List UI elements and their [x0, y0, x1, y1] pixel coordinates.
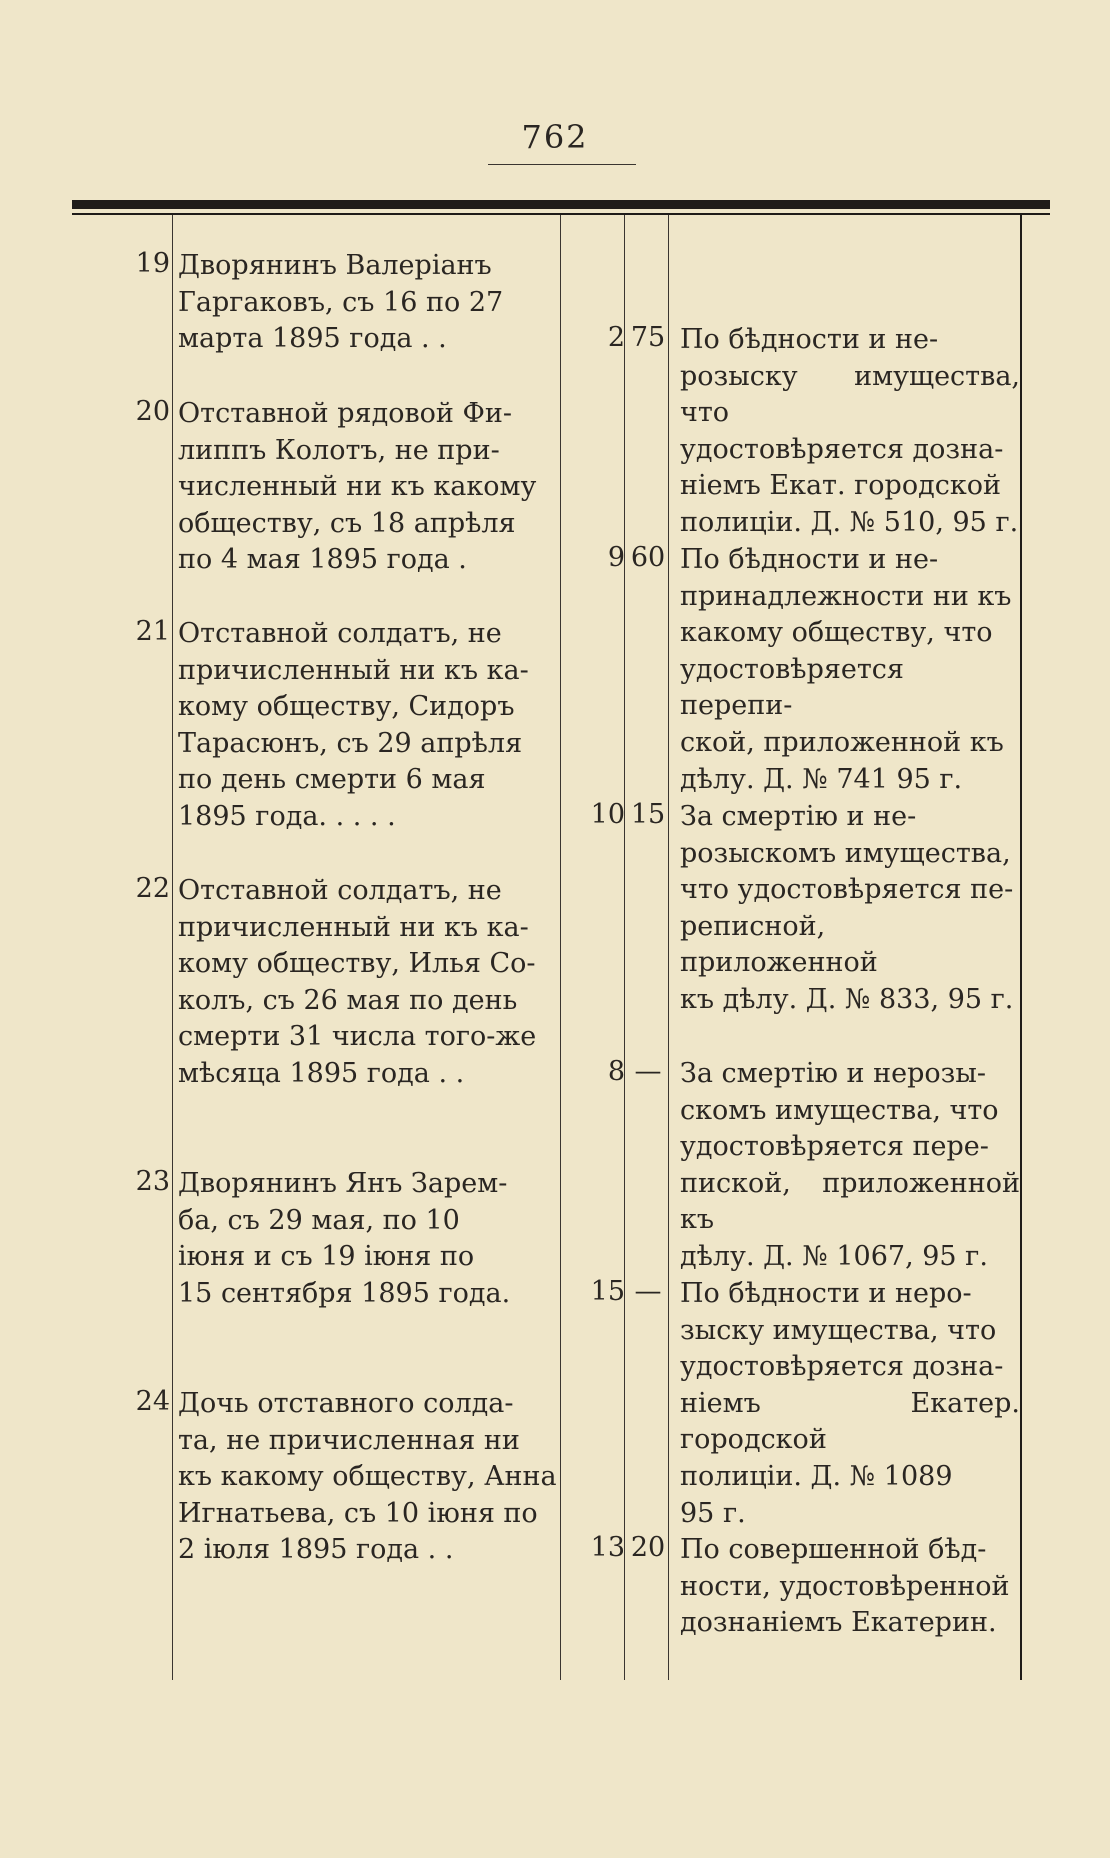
column-divider-kopecks — [668, 215, 669, 1680]
entry-kopecks: 75 — [630, 322, 666, 353]
entry-description: Отставной рядовой Фи- липпъ Колотъ, не при- численный ни къ какому обществу, съ 18 апрѣля по 4 мая 1895 года . — [178, 398, 537, 576]
entry-kopecks: — — [634, 1276, 662, 1307]
entry-rubles: 10 — [590, 799, 625, 830]
page-number-rule — [488, 164, 636, 165]
entry-kopecks: 20 — [630, 1532, 666, 1563]
entry-rubles: 15 — [590, 1276, 625, 1307]
entry-number: 21 — [135, 616, 170, 647]
page-number: 762 — [521, 118, 589, 156]
entry-kopecks: 60 — [630, 542, 666, 573]
entry-kopecks: 15 — [630, 799, 666, 830]
entry-reason: За смертію и не- розыскомъ имущества, что удостовѣряется пе- реписной, приложенной къ дѣлу. Д. № 833, 95 г. — [680, 801, 1014, 1015]
entry-reason: По бѣдности и не- принадлежности ни къ какому обществу, что удостовѣряется перепи- ской, приложенной къ дѣлу. Д. № 741 95 г. — [680, 544, 1012, 795]
table-top-rule-thin — [72, 213, 1050, 215]
entry-number: 23 — [135, 1166, 170, 1197]
entry-description: Отставной солдатъ, не причисленный ни къ ка- кому обществу, Илья Со- колъ, съ 26 мая по день смерти 31 числа того-же мѣсяца 1895 года . . — [178, 875, 537, 1089]
table-top-rule-thick — [72, 200, 1050, 209]
entry-description: Дворянинъ Янъ Зарем- ба, съ 29 мая, по 10 іюня и съ 19 іюня по 15 сентября 1895 года. — [178, 1168, 511, 1309]
entry-description: Отставной солдатъ, не причисленный ни къ ка- кому обществу, Сидоръ Тарасюнъ, съ 29 апрѣля по день смерти 6 мая 1895 года. . . . . — [178, 618, 529, 832]
entry-kopecks: — — [634, 1056, 662, 1087]
entry-rubles: 8 — [607, 1056, 625, 1087]
entry-reason: За смертію и нерозы- скомъ имущества, что удостовѣряется пере- пиской, приложенной къ дѣлу. Д. № 1067, 95 г. — [680, 1058, 1020, 1272]
column-divider-description — [560, 215, 561, 1680]
column-divider-reason — [1020, 215, 1022, 1680]
entry-number: 24 — [135, 1386, 170, 1417]
entry-rubles: 13 — [590, 1532, 625, 1563]
entry-number: 22 — [135, 873, 170, 904]
entry-description: Дворянинъ Валеріанъ Гаргаковъ, съ 16 по 27 марта 1895 года . . — [178, 250, 504, 355]
entry-rubles: 2 — [607, 322, 625, 353]
entry-reason: По совершенной бѣд- ности, удостовѣренной дознаніемъ Екатерин. — [680, 1534, 1010, 1639]
column-divider-rubles — [624, 215, 625, 1680]
entry-reason: По бѣдности и неро- зыску имущества, что удостовѣряется дозна- ніемъ Екатер. городской полиціи. Д. № 1089 95 г. — [680, 1278, 1020, 1529]
entry-rubles: 9 — [607, 542, 625, 573]
entry-reason: По бѣдности и не- розыску имущества, что удостовѣряется дозна- ніемъ Екат. городской полиціи. Д. № 510, 95 г. — [680, 324, 1020, 538]
entry-number: 19 — [135, 248, 170, 279]
entry-number: 20 — [135, 396, 170, 427]
column-divider-number — [172, 215, 173, 1680]
entry-description: Дочь отставного солда- та, не причисленная ни къ какому обществу, Анна Игнатьева, съ 10 іюня по 2 іюля 1895 года . . — [178, 1388, 557, 1566]
